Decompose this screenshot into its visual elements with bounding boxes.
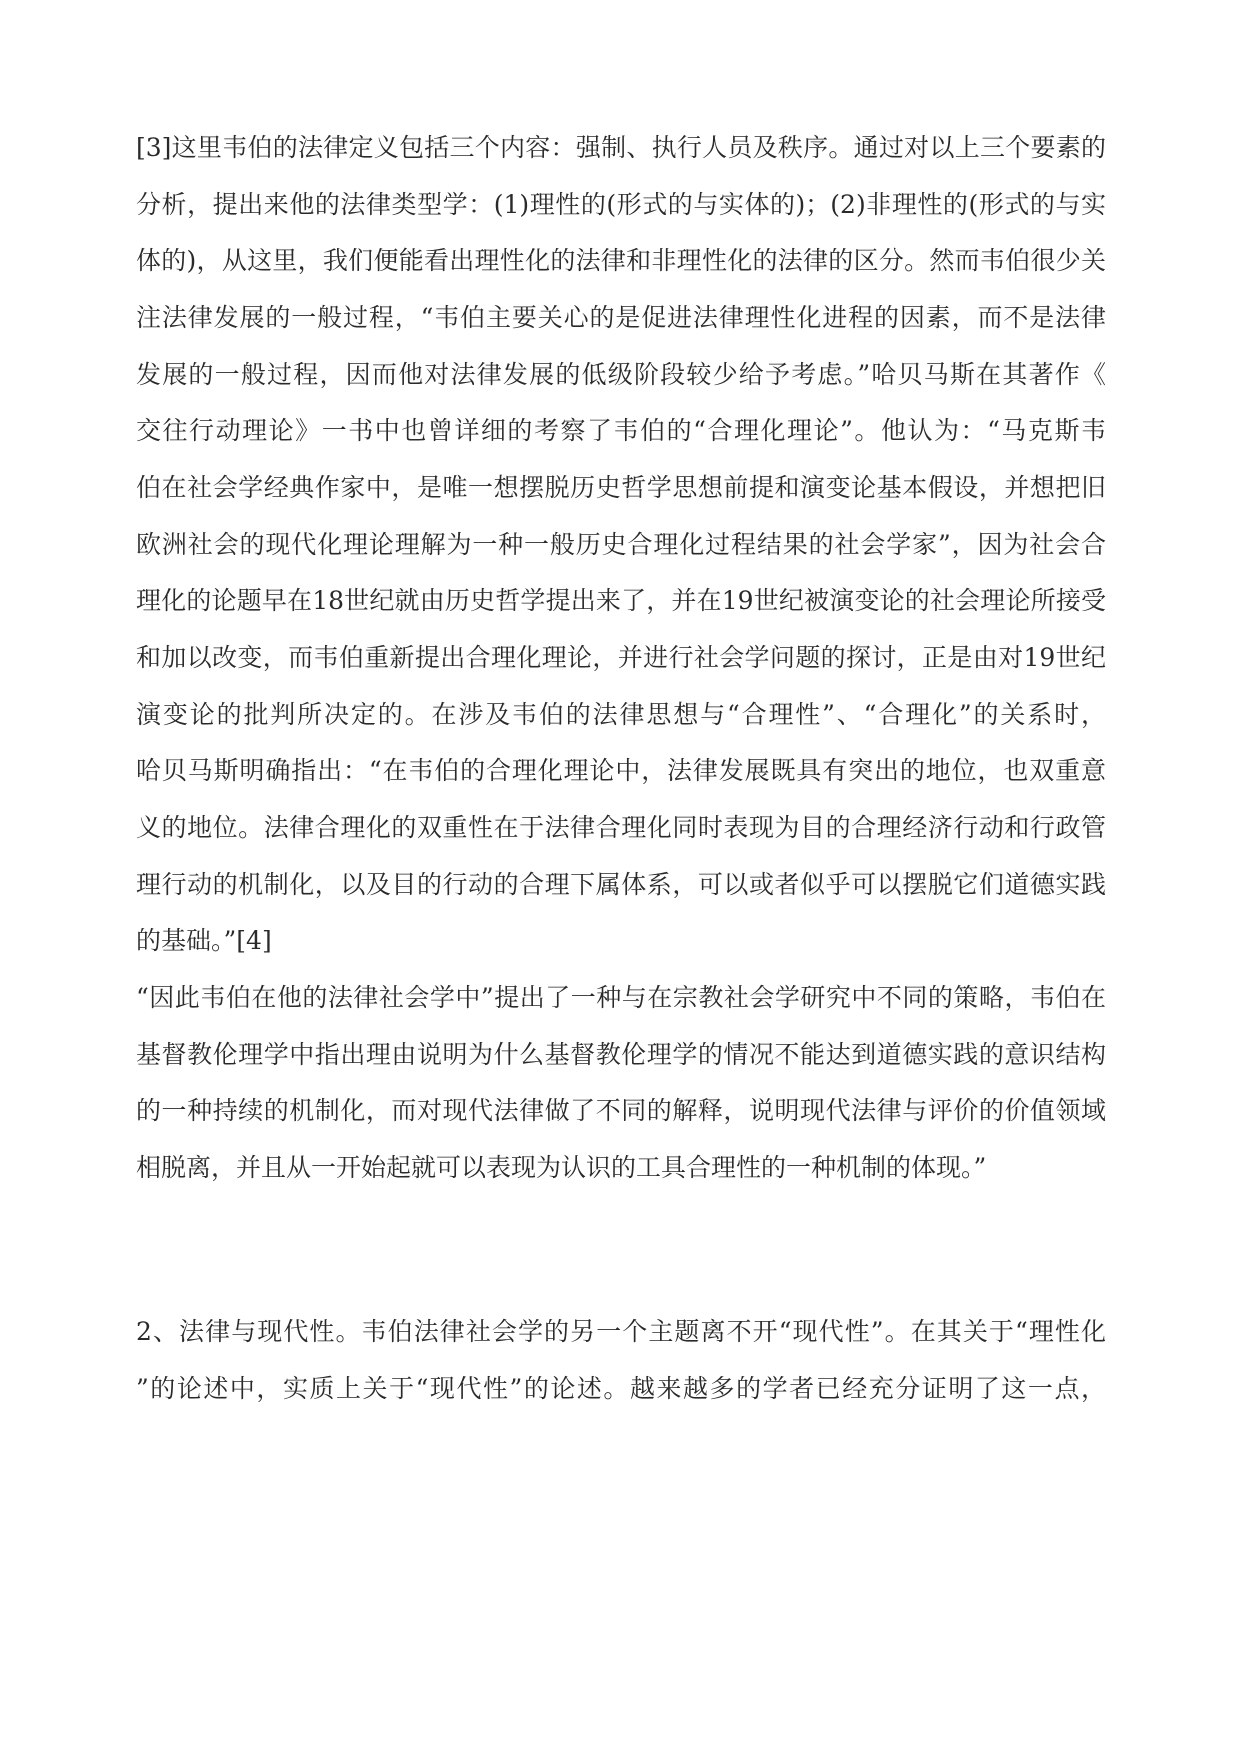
paragraph-1-line-8: 欧洲社会的现代化理论理解为一种一般历史合理化过程结果的社会学家”，因为社会合 (136, 530, 1106, 559)
paragraph-1-line-3: 体的)，从这里，我们便能看出理性化的法律和非理性化的法律的区分。然而韦伯很少关 (136, 246, 1106, 275)
paragraph-1-line-11: 演变论的批判所决定的。在涉及韦伯的法律思想与“合理性”、“合理化”的关系时， (136, 700, 1106, 729)
paragraph-2-line-1: “因此韦伯在他的法律社会学中”提出了一种与在宗教社会学研究中不同的策略，韦伯在 (136, 983, 1106, 1012)
paragraph-1-line-14: 理行动的机制化，以及目的行动的合理下属体系，可以或者似乎可以摆脱它们道德实践 (136, 870, 1106, 899)
paragraph-1-line-4: 注法律发展的一般过程，“韦伯主要关心的是促进法律理性化进程的因素，而不是法律 (136, 303, 1106, 332)
paragraph-2-line-2: 基督教伦理学中指出理由说明为什么基督教伦理学的情况不能达到道德实践的意识结构 (136, 1040, 1106, 1069)
paragraph-1-line-7: 伯在社会学经典作家中，是唯一想摆脱历史哲学思想前提和演变论基本假设，并想把旧 (136, 473, 1106, 502)
paragraph-1-line-9: 理化的论题早在18世纪就由历史哲学提出来了，并在19世纪被演变论的社会理论所接受 (136, 586, 1106, 615)
paragraph-1-line-10: 和加以改变，而韦伯重新提出合理化理论，并进行社会学问题的探讨，正是由对19世纪 (136, 643, 1106, 672)
paragraph-2-line-4: 相脱离，并且从一开始起就可以表现为认识的工具合理性的一种机制的体现。” (136, 1153, 987, 1182)
paragraph-3-line-1: 2、法律与现代性。韦伯法律社会学的另一个主题离不开“现代性”。在其关于“理性化 (136, 1317, 1106, 1346)
paragraph-1-line-5: 发展的一般过程，因而他对法律发展的低级阶段较少给予考虑。”哈贝马斯在其著作《 (136, 360, 1106, 389)
paragraph-1-line-2: 分析，提出来他的法律类型学：(1)理性的(形式的与实体的)；(2)非理性的(形式的与实 (136, 190, 1106, 219)
paragraph-2-line-3: 的一种持续的机制化，而对现代法律做了不同的解释，说明现代法律与评价的价值领域 (136, 1096, 1106, 1125)
paragraph-1-line-13: 义的地位。法律合理化的双重性在于法律合理化同时表现为目的合理经济行动和行政管 (136, 813, 1106, 842)
paragraph-1-line-12: 哈贝马斯明确指出：“在韦伯的合理化理论中，法律发展既具有突出的地位，也双重意 (136, 756, 1106, 785)
paragraph-1-line-1: [3]这里韦伯的法律定义包括三个内容：强制、执行人员及秩序。通过对以上三个要素的 (136, 133, 1106, 162)
paragraph-1-line-15: 的基础。”[4] (136, 926, 272, 955)
paragraph-1-line-6: 交往行动理论》一书中也曾详细的考察了韦伯的“合理化理论”。他认为：“马克斯韦 (136, 416, 1106, 445)
paragraph-3-line-2: ”的论述中，实质上关于“现代性”的论述。越来越多的学者已经充分证明了这一点， (136, 1374, 1106, 1403)
